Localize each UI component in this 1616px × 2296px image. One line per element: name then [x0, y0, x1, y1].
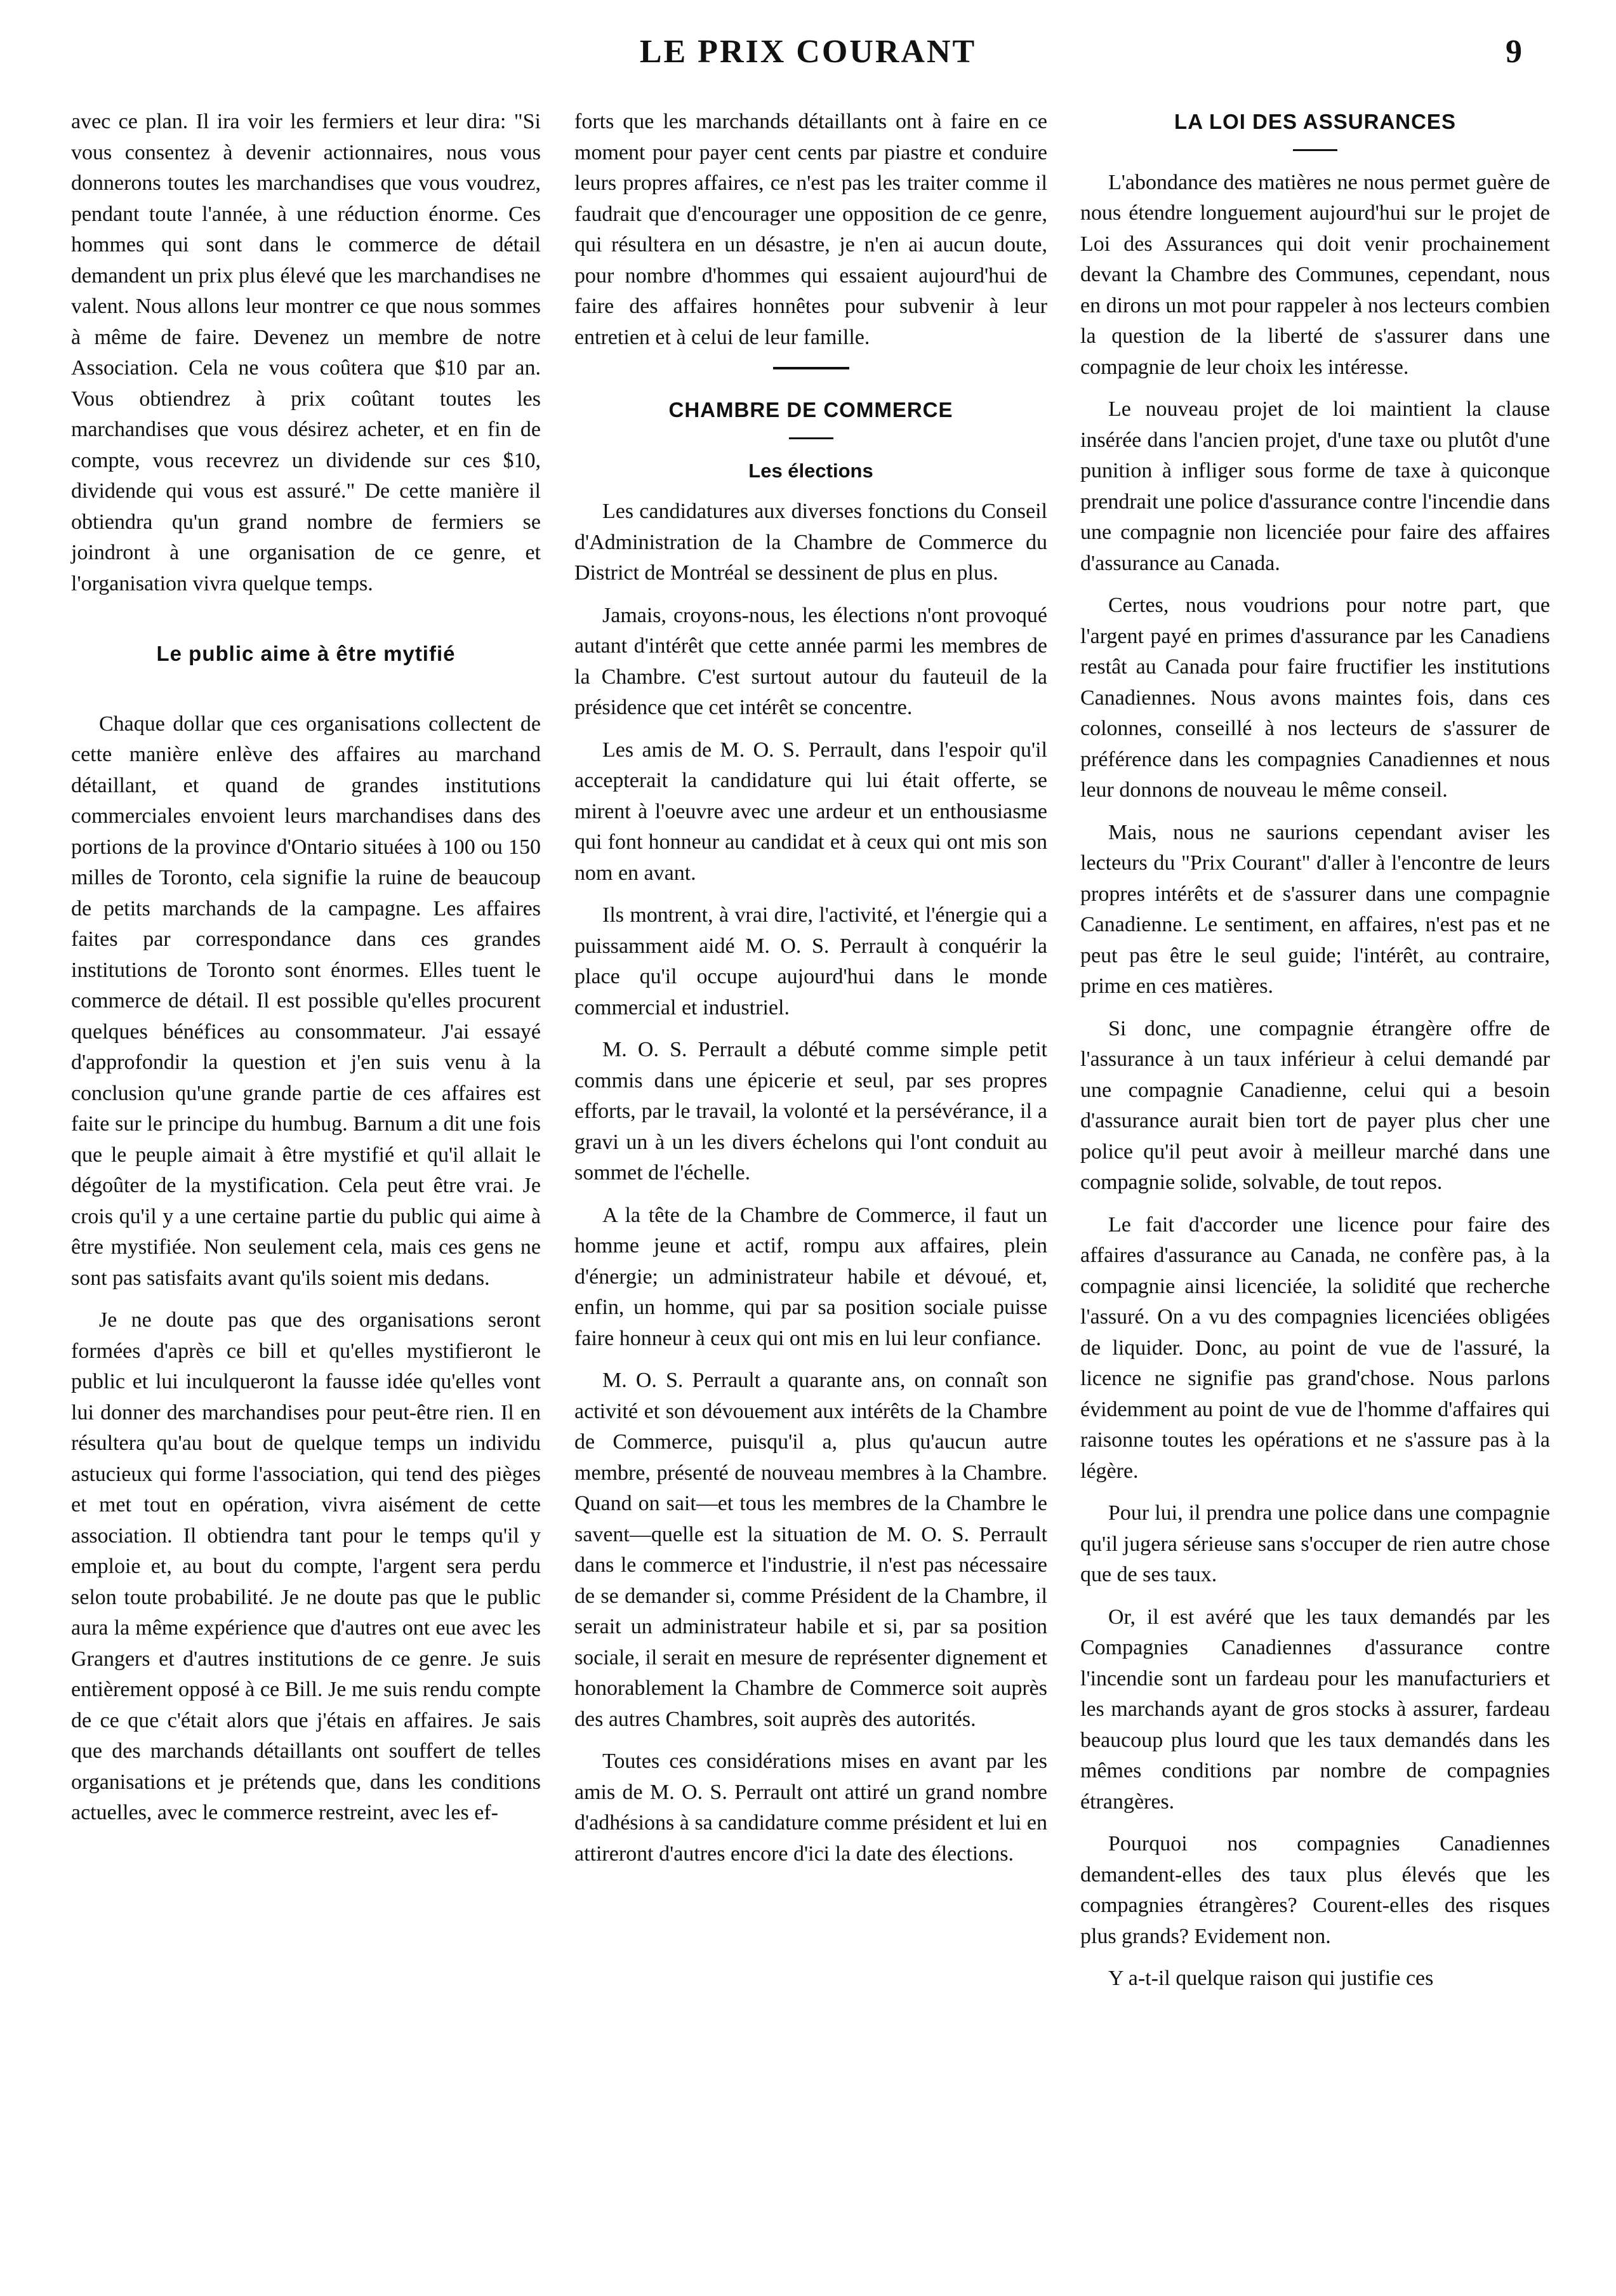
paragraph: Certes, nous voudrions pour notre part, que l'argent payé en primes d'assurance par les Canadiens restât au Canada pour faire fructifier les institutions Canadiennes. Nous avons maintes fois, dans ces colonnes, conseillé à nos lecteurs de s'assurer de préférence dans les compagnies Canadiennes et nous leur donnons de nouveau le même conseil.	[1080, 594, 1550, 802]
paragraph: Y a-t-il quelque raison qui justifie ces	[1108, 1967, 1434, 1990]
paragraph: forts que les marchands détaillants ont à faire en ce moment pour payer cent cents par piastre et conduire leurs propres affaires, ce n'est pas les traiter comme il faudrait que d'encourager une opposition de ce genre, qui résultera en un désastre, je n'en ai aucun doute, pour nombre d'hommes qui essaient aujourd'hui de faire des affaires honnêtes pour subvenir à leur entretien et à celui de leur famille.	[574, 110, 1047, 349]
paragraph: avec ce plan. Il ira voir les fermiers et leur dira: "Si vous consentez à devenir actionnaires, nous vous donnerons toutes les marchandises que vous voudrez, pendant toute l'année, à une réduction énorme. Ces hommes qui sont dans le commerce de détail demandent un prix plus élevé que les marchandises ne valent. Nous allons leur montrer ce que nous sommes à même de faire. Devenez un membre de notre Association. Cela ne vous coûtera que $10 par an. Vous obtiendrez à prix coûtant toutes les marchandises que vous désirez acheter, et en fin de compte, vous recevrez un dividende sur ces $10, dividende qui vous est assuré." De cette manière il obtiendra qu'un grand nombre de fermiers se joindront à une organisation de ce genre, et l'organisation vivra quelque temps.	[71, 110, 541, 595]
section-divider	[773, 367, 849, 369]
paragraph: Les candidatures aux diverses fonctions du Conseil d'Administration de la Chambre de Commerce du District de Montréal se dessinent de plus en plus.	[574, 500, 1047, 585]
paragraph: Or, il est avéré que les taux demandés par les Compagnies Canadiennes d'assurance contre l'incendie sont un fardeau pour les manufacturiers et les marchands ayant de gros stocks à assurer, fardeau beaucoup plus lourd que les taux demandés dans les mêmes conditions par nombre de compagnies étrangères.	[1080, 1605, 1550, 1814]
paragraph: Le fait d'accorder une licence pour faire des affaires d'assurance au Canada, ne confère pas, à la compagnie ainsi licenciée, la solidité que recherche l'assuré. On a vu des compagnies licenciées obligées de liquider. Donc, au point de vue de l'assuré, la licence ne signifie pas grand'chose. Nous parlons évidemment au point de vue de l'homme d'affaires qui raisonne toutes les opérations et ne s'assure pas à la légère.	[1080, 1212, 1550, 1483]
page-header	[0, 33, 1616, 77]
paragraph: Chaque dollar que ces organisations collectent de cette manière enlève des affaires au marchand détaillant, et quand de grandes institutions commerciales envoient leurs marchandises dans des portions de la province d'Ontario situées à 100 ou 150 milles de Toronto, cela signifie la ruine de beaucoup de petits marchands de la campagne. Les affaires faites par correspondance dans ces grandes institutions de Toronto sont énormes. Elles tuent le commerce de détail. Il est possible qu'elles procurent quelques bénéfices au consommateur. J'ai essayé d'approfondir la question et j'en suis venu à la conclusion qu'une grande partie de ces affaires est faite sur le principe du humbug. Barnum a dit une fois que le peuple aimait à être mystifié et qu'il allait le dégoûter de la mystification. Cela peut être vrai. Je crois qu'il y a une certaine partie du public qui aime à être mystifiée. Non seulement cela, mais ces gens ne sont pas satisfaits avant qu'ils soient mis dedans.	[71, 712, 541, 1290]
column-2	[574, 107, 1047, 1881]
paragraph: Si donc, une compagnie étrangère offre de l'assurance à un taux inférieur à celui demandé par une compagnie Canadienne, celui qui a besoin d'assurance aurait bien tort de payer plus cher une police qu'il peut avoir à meilleur marché dans une compagnie solide, solvable, de tout repos.	[1080, 1016, 1550, 1194]
paragraph: Les amis de M. O. S. Perrault, dans l'espoir qu'il accepterait la candidature qui lui était offerte, se mirent à l'oeuvre avec une ardeur et un enthousiasme qui font honneur au candidat et à ceux qui ont mis son nom en avant.	[574, 738, 1047, 885]
paragraph: Pour lui, il prendra une police dans une compagnie qu'il jugera sérieuse sans s'occuper de rien autre chose que de ses taux.	[1080, 1501, 1550, 1586]
paragraph: M. O. S. Perrault a quarante ans, on connaît son activité et son dévouement aux intérêts de la Chambre de Commerce, puisqu'il a, plus qu'aucun autre membre, présenté de nouveau membres à la Chambre. Quand on sait—et tous les membres de la Chambre le savent—quelle est la situation de M. O. S. Perrault dans le commerce et l'industrie, il n'est pas nécessaire de se demander si, comme Président de la Chambre, il serait un administrateur habile et si, par sa position sociale, il serait en mesure de représenter dignement et honorablement la Chambre de Commerce soit auprès des autres Chambres, soit auprès des autorités.	[574, 1369, 1047, 1731]
paragraph: L'abondance des matières ne nous permet guère de nous étendre longuement aujourd'hui sur le projet de Loi des Assurances qui doit venir prochainement devant la Chambre des Communes, cependant, nous en dirons un mot pour rappeler à nos lecteurs combien la question de la liberté de s'assurer dans une compagnie de leur choix les intéresse.	[1080, 170, 1550, 379]
paragraph: Le nouveau projet de loi maintient la clause insérée dans l'ancien projet, d'une taxe ou plutôt d'une punition à infliger sous forme de taxe à quiconque prendrait une police d'assurance contre l'incendie dans une compagnie non licenciée pour faire des affaires d'assurance au Canada.	[1080, 397, 1550, 575]
heading-rule	[789, 437, 833, 439]
paragraph: Pourquoi nos compagnies Canadiennes demandent-elles des taux plus élevés que les compagnies étrangères? Courent-elles des risques plus grands? Evidement non.	[1080, 1832, 1550, 1948]
paragraph: A la tête de la Chambre de Commerce, il faut un homme jeune et actif, rompu aux affaires, plein d'énergie; un administrateur habile et dévoué, et, enfin, un homme, qui par sa position sociale puisse faire honneur à ceux qui ont mis en lui leur confiance.	[574, 1203, 1047, 1350]
section-heading-public: Le public aime à être mytifié	[156, 642, 456, 665]
heading-rule	[1293, 149, 1337, 151]
paragraph: Ils montrent, à vrai dire, l'activité, et l'énergie qui a puissamment aidé M. O. S. Perrault à conquérir la place qu'il occupe aujourd'hui dans le monde commercial et industriel.	[574, 903, 1047, 1019]
paragraph: Mais, nous ne saurions cependant aviser les lecteurs du "Prix Courant" d'aller à l'encontre de leurs propres intérêts et de s'assurer dans une compagnie Canadienne. Le sentiment, en affaires, n'est pas et ne peut pas être le seul guide; l'intérêt, au contraire, prime en ces matières.	[1080, 820, 1550, 998]
section-heading-chambre: CHAMBRE DE COMMERCE	[668, 398, 953, 421]
subheading-elections: Les élections	[748, 459, 873, 482]
column-1	[71, 107, 541, 1840]
paragraph: Toutes ces considérations mises en avant par les amis de M. O. S. Perrault ont attiré un grand nombre d'adhésions à sa candidature comme président et lui en attireront d'autres encore d'ici la date des élections.	[574, 1749, 1047, 1866]
column-3	[1080, 107, 1550, 2006]
paragraph: Je ne doute pas que des organisations seront formées d'après ce bill et qu'elles mystifieront le public et lui inculqueront la fausse idée qu'elles vont lui donner des marchandises pour peut-être rien. Il en résultera qu'au bout de quelque temps un individu astucieux qui forme l'association, qui tend des pièges et met tout en opération, vivra aisément de cette association. Il obtiendra tant pour le temps qu'il y emploie et, au bout du compte, l'argent sera perdu selon toute probabilité. Je ne doute pas que le public aura la même expérience que d'autres ont eue avec les Grangers et d'autres institutions de ce genre. Je suis entièrement opposé à ce Bill. Je me suis rendu compte de ce que c'était alors que j'étais en affaires. Je sais que des marchands détaillants ont souffert de telles organisations et je prétends que, dans les conditions actuelles, avec le commerce restreint, avec les ef-	[71, 1308, 541, 1824]
masthead-title: LE PRIX COURANT	[639, 34, 977, 70]
page-number: 9	[1506, 34, 1522, 70]
paragraph: M. O. S. Perrault a débuté comme simple petit commis dans une épicerie et seul, par ses propres efforts, par le travail, la volonté et la persévérance, il a gravi un à un les divers échelons qui l'ont conduit au sommet de l'échelle.	[574, 1038, 1047, 1184]
section-heading-assurances: LA LOI DES ASSURANCES	[1174, 110, 1456, 133]
paragraph: Jamais, croyons-nous, les élections n'ont provoqué autant d'intérêt que cette année parmi les membres de la Chambre. C'est surtout autour du fauteuil de la présidence que cet intérêt se concentre.	[574, 603, 1047, 719]
